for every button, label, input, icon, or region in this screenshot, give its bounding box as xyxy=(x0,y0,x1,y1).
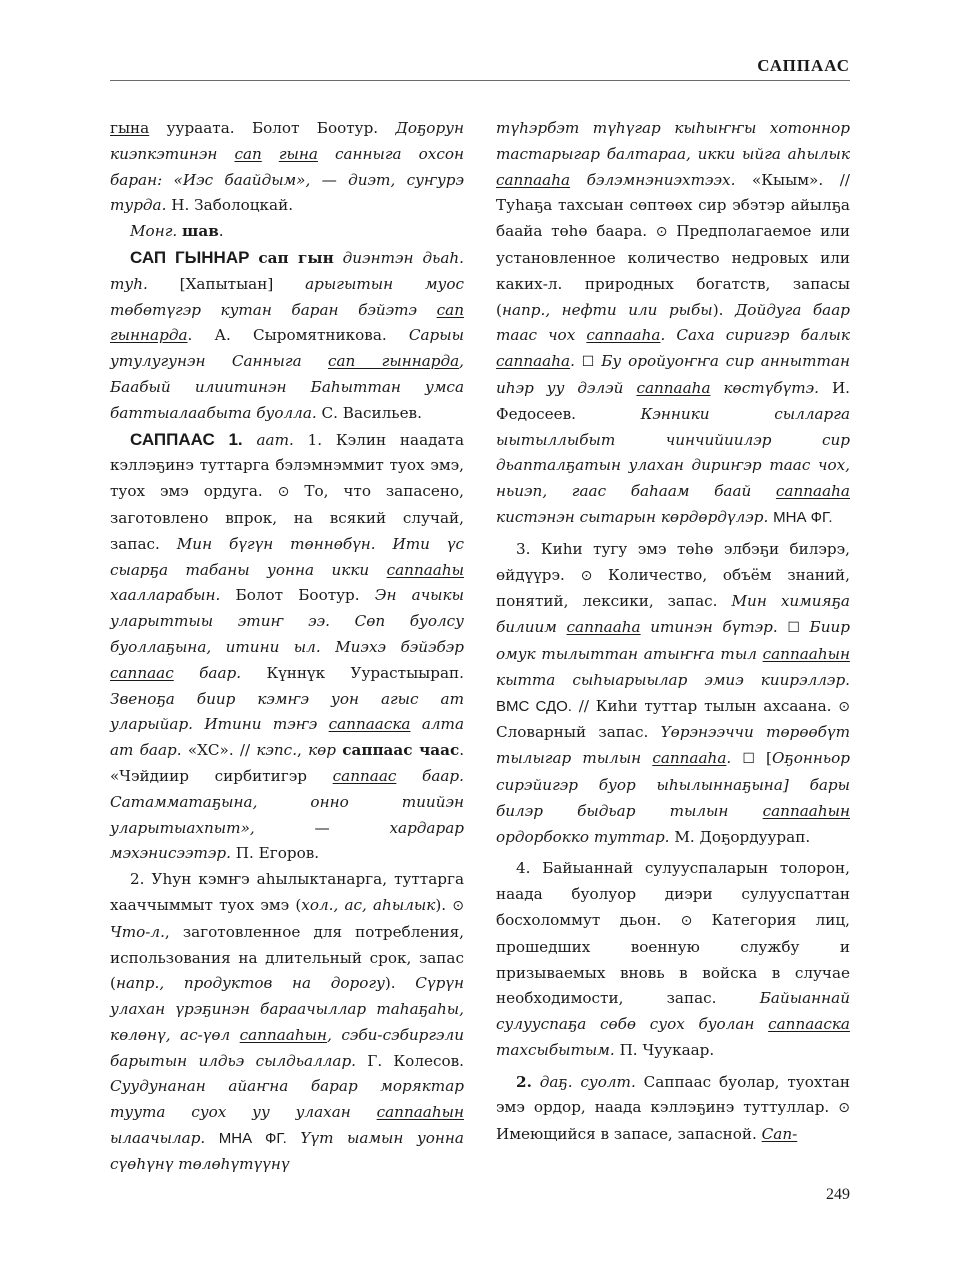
left-column xyxy=(110,116,464,1178)
entry-sappaas: САППААС 1. аат. 1. Кэлин наадата кэллэҕинэ туттарга бэлэмнэммит туох эмэ, туох эмэ ордуга. ⊙ То, что запасено, заготовлено впрок, на всякий случай, запас. Мин бүгүн төннөбүн. Ити үс сыарҕа табаны уонна икки саппааhы хаалларабын. Болот Боотур. Эн ачыкы уларыттыы этиҥ ээ. Сөп буолсу буоллаҕына, итини ыл. Миэхэ бэйэбэр саппаас баар. Күннүк Уурастыырап. Звеноҕа биир кэмҥэ уон агыс ат уларыйар. Итини тэҥэ саппааска алта ат баар. «ХС». // кэпс., көр саппаас чаас. «Чэйдиир сирбитигэр саппаас баар. Сатамматаҕына, онно тиийэн уларытыахпыт», — хардарар мэхэнисээтэр. П. Егоров. xyxy=(110,429,465,863)
header-rule xyxy=(110,80,850,81)
example-marker-icon: ☐ xyxy=(581,354,595,371)
russian-gloss-icon: ⊙ xyxy=(838,698,850,715)
russian-gloss-icon: ⊙ xyxy=(452,897,464,914)
entry-sappaas-2: 2. даҕ. суолт. Саппаас буолар, туохтан эмэ ордор, наада кэллэҕинэ туттуллар. ⊙ Имеющийся в запасе, запасной. Сап- xyxy=(496,1072,850,1144)
page-number: 249 xyxy=(826,1186,850,1203)
example-marker-icon: ☐ xyxy=(742,751,755,768)
example-marker-icon: ☐ xyxy=(787,620,800,637)
sense-2-continuation: түhэрбэт түhүгар кыhыҥҥы хотоннор тастарыгар балтараа, икки ыйга аhылык саппааhа бэлэмнэниэхтээх. «Кыым». // Туhаҕа тахсыан сөптөөх сир эбэтэр айылҕа баайа төhө баара. ⊙ Предполагаемое или установленное количество недровых или каких-л. природных богатств, запасы (напр., нефти или рыбы). Дойдуга баар таас чох саппааhа. Саха сиригэр балык саппааhа. ☐ Бу оройуоҥҥа сир анныттан иhэр уу дэлэй саппааhа көстүбүтэ. И. Федосеев. Кэнники сылларга ыытыллыбыт чинчийиилэр сир дьапталҕатын улахан дириҥэр таас чох, ньиэп, гаас баhаам баай саппааhа кистэнэн сытарын көрдөрдүлэр. МНА ФГ. xyxy=(496,119,851,526)
entry-sap-gynnar: САП ГЫННАР сап гын диэнтэн дьаh. туh. [Хапытыан] арыгытын муос төбөтүгэр кутан баран бэйэтэ сап гыннарда. А. Сыромятникова. Сарыы утулугунэн Санныга сап гыннарда, Баабый илиитинэн Баhыттан умса баттыалаабыта буолла. С. Васильев. xyxy=(110,247,465,422)
running-head: САППААС xyxy=(757,56,850,75)
russian-gloss-icon: ⊙ xyxy=(580,567,593,584)
sense-2: 2. Уhун кэмҥэ аhылыктанарга, туттарга хааччыммыт туох эмэ (хол., ас, аhылык). ⊙ Что-л., заготовленное для потребления, использования на длительный срок, запас (напр., продуктов на дорогу). Сүрүн улахан үрэҕинэн бараачыллар таhаҕаhы, көлөнү, ас-үөл саппааhын, сэби-сэбиргэли барытын илдьэ сылдьаллар. Г. Колесов. Суудунанан айаҥна барар моряктар туута суох уу улахан саппааhын ылаачылар. МНА ФГ. Үүт ыамын уонна сүөhүнү төлөhүтүүнү xyxy=(110,870,464,1173)
russian-gloss-icon: ⊙ xyxy=(680,912,693,929)
entry-continuation: гына уураата. Болот Боотур. Доҕорун киэпкэтинэн сап гына санныга охсон баран: «Иэс баайдым», — диэт, суҥурэ турда. Н. Заболоцкай. xyxy=(110,119,464,215)
russian-gloss-icon: ⊙ xyxy=(838,1100,850,1117)
sense-3: 3. Киhи тугу эмэ төhө элбэҕи билэрэ, өйдүүрэ. ⊙ Количество, объём знаний, понятий, лексики, запас. Мин химияҕа билиим саппааhа итинэн бүтэр. ☐ Биир омук тылыттан атыҥҥа тыл саппааhын кытта сыhыарыылар эмиэ киирэллэр. ВМС СДО. // Киhи туттар тылын ахсаана. ⊙ Словарный запас. Үөрэнээччи төрөөбүт тылыгар тылын саппааhа. ☐ [Оҕонньор сирэйигэр буор ыhылыннаҕына] бары билэр быдьар тылын саппааhын ордорбокко туттар. М. Доҕордуурап. xyxy=(496,539,851,846)
sense-4: 4. Байыаннай сулууспаларын толорон, наада буолуор диэри сулууспаттан босхоломмут дьон. ⊙ Категория лиц, прошедших военную службу и призываемых вновь в войска в случае необходимости, запас. Байыаннай сулууспаҕа сөбө суох буолан саппааска тахсыбытым. П. Чуукаар. xyxy=(496,859,850,1059)
russian-gloss-icon: ⊙ xyxy=(655,224,668,241)
headword: САП ГЫННАР xyxy=(130,247,250,267)
headword: САППААС 1. xyxy=(130,429,243,449)
etymology-note: Монг. шав. xyxy=(130,222,224,241)
right-column xyxy=(496,116,850,1148)
russian-gloss-icon: ⊙ xyxy=(277,484,290,501)
